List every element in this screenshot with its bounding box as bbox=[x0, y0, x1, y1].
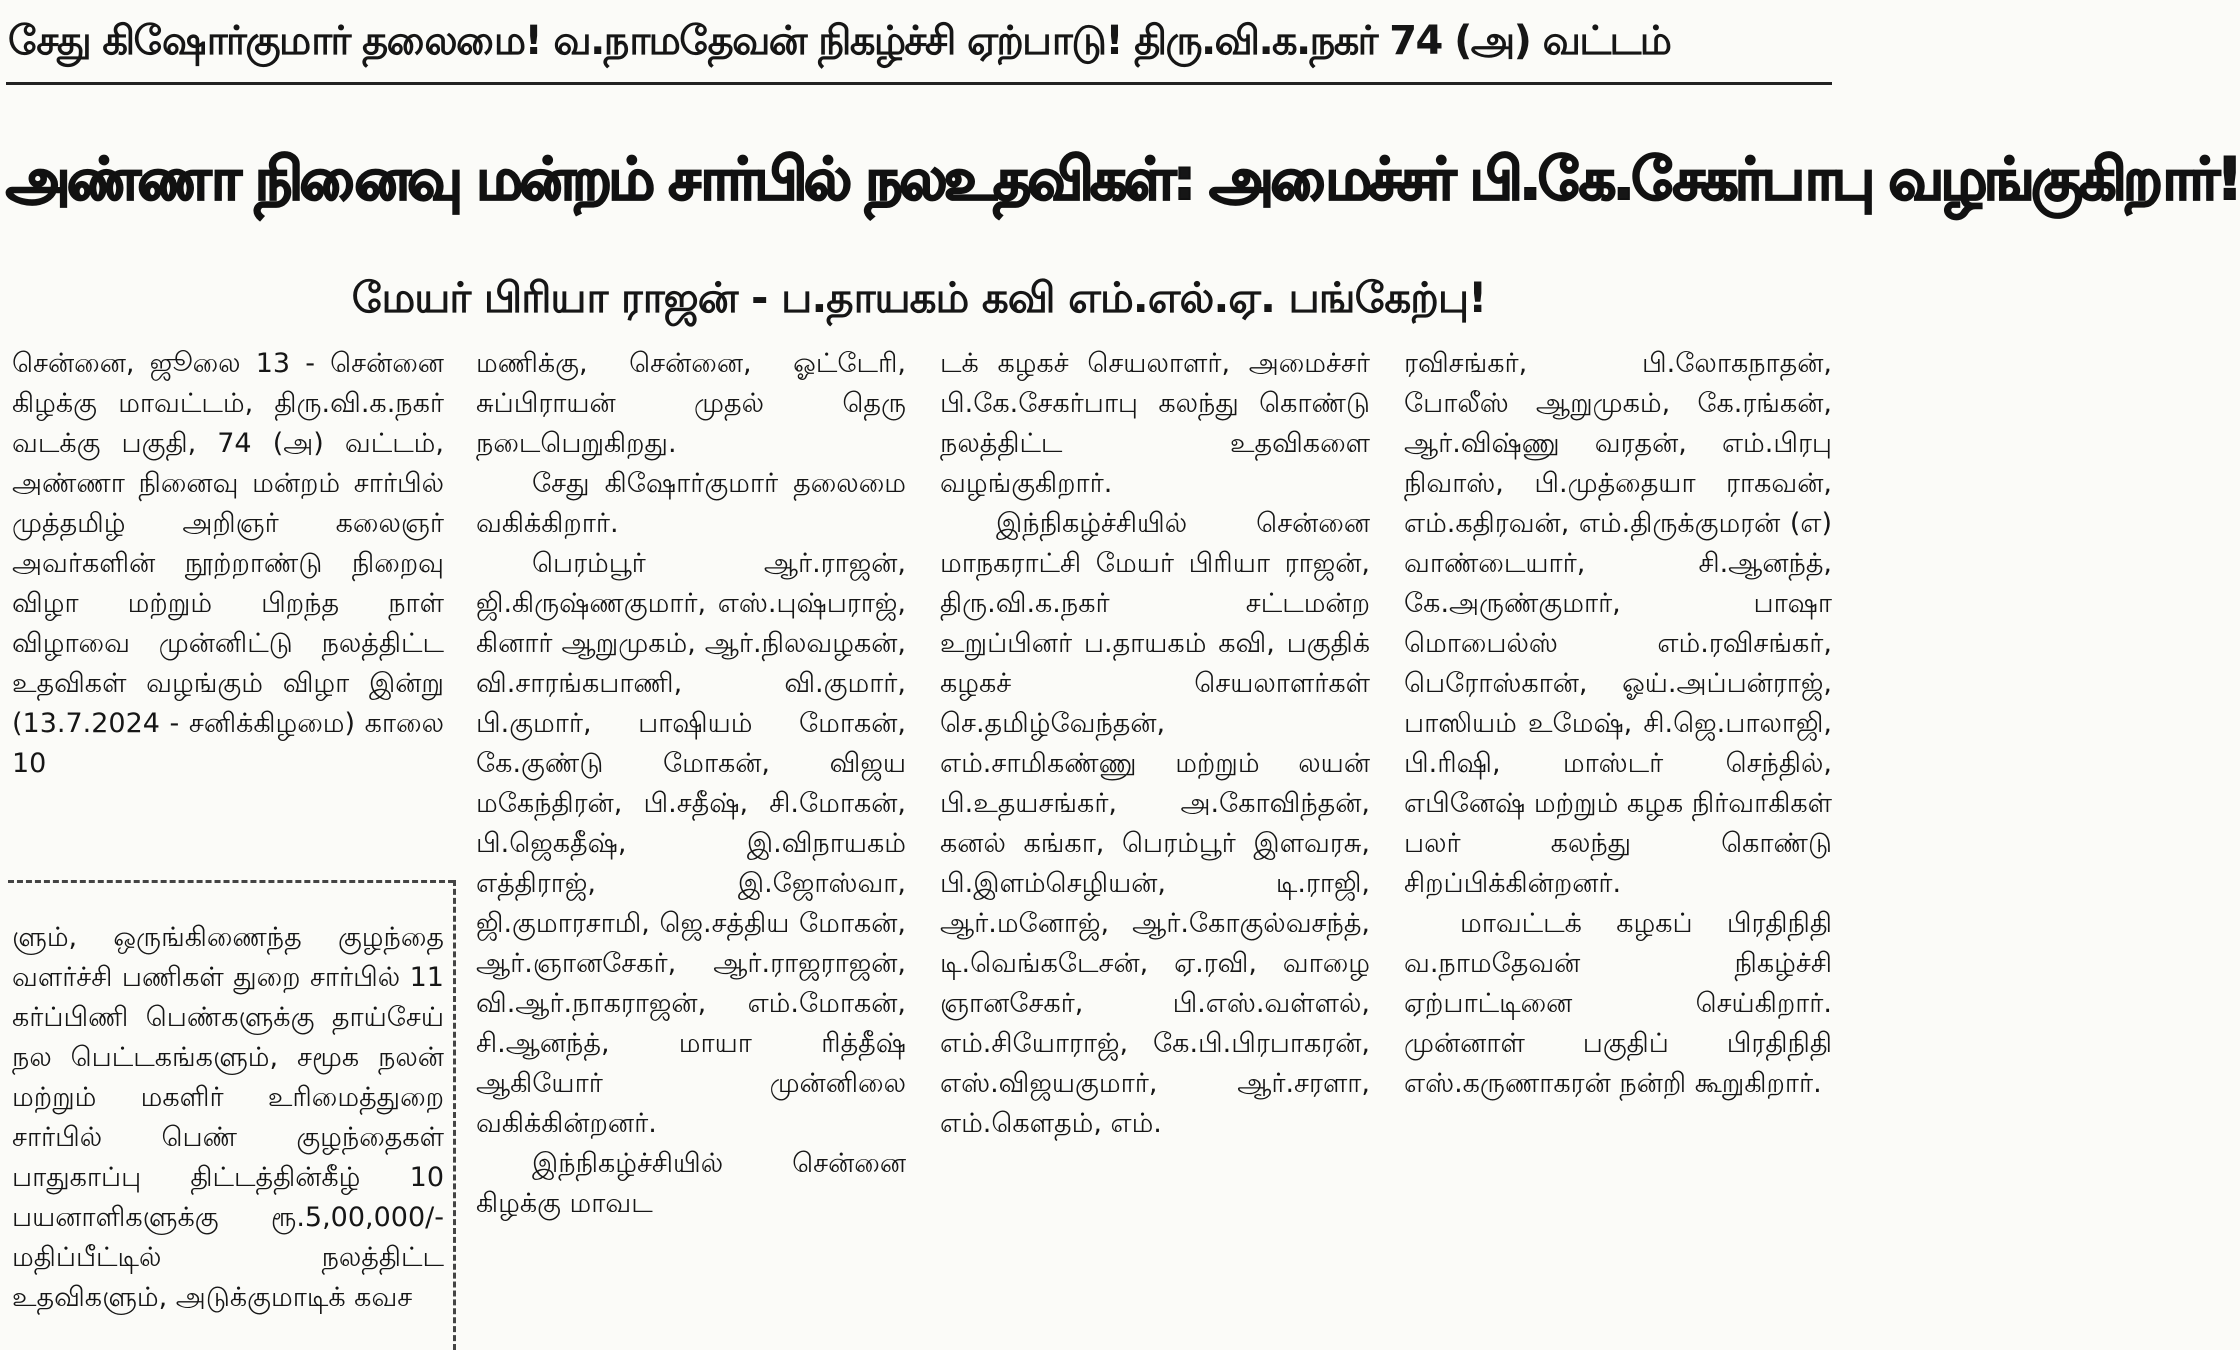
boxed-section-top-border bbox=[8, 880, 454, 883]
column-4 bbox=[1404, 344, 1832, 1350]
kicker-line: சேது கிஷோர்குமார் தலைமை! வ.நாமதேவன் நிகழ்ச்சி ஏற்பாடு! திரு.வி.க.நகர் 74 (அ) வட்டம் bbox=[8, 18, 1671, 64]
boxed-section-right-border bbox=[453, 880, 456, 1350]
paragraph: மாவட்டக் கழகப் பிரதிநிதி வ.நாமதேவன் நிகழ்ச்சி ஏற்பாட்டினை செய்கிறார். முன்னாள் பகுதிப் பிரதிநிதி எஸ்.கருணாகரன் நன்றி கூறுகிறார். bbox=[1404, 908, 1832, 1099]
headline: அண்ணா நினைவு மன்றம் சார்பில் நலஉதவிகள்: அமைச்சர் பி.கே.சேகர்பாபு வழங்குகிறார்! bbox=[6, 145, 2240, 213]
paragraph: இந்நிகழ்ச்சியில் சென்னை மாநகராட்சி மேயர் பிரியா ராஜன், திரு.வி.க.நகர் சட்டமன்ற உறுப்பினர் ப.தாயகம் கவி, பகுதிக் கழகச் செயலாளர்கள் செ.தமிழ்வேந்தன், எம்.சாமிகண்ணு மற்றும் லயன் பி.உதயசங்கர், அ.கோவிந்தன், கனல் கங்கா, பெரம்பூர் இளவரசு, பி.இளம்செழியன், டி.ராஜி, ஆர்.மனோஜ், ஆர்.கோகுல்வசந்த், டி.வெங்கடேசன், ஏ.ரவி, வாழை ஞானசேகர், பி.எஸ்.வள்ளல், எம்.சியோராஜ், கே.பி.பிரபாகரன், எஸ்.விஜயகுமார், ஆர்.சரளா, எம்.கௌதம், எம். bbox=[940, 508, 1370, 1139]
paragraph: ரவிசங்கர், பி.லோகநாதன், போலீஸ் ஆறுமுகம், கே.ரங்கன், ஆர்.விஷ்ணு வரதன், எம்.பிரபு நிவாஸ், பி.முத்தையா ராகவன், எம்.கதிரவன், எம்.திருக்குமரன் (எ) வாண்டையார், சி.ஆனந்த், கே.அருண்குமார், பாஷா மொபைல்ஸ் எம்.ரவிசங்கர், பெரோஸ்கான், ஓய்.அப்பன்ராஜ், பாஸியம் உமேஷ், சி.ஜெ.பாலாஜி, பி.ரிஷி, மாஸ்டர் செந்தில், எபினேஷ் மற்றும் கழக நிர்வாகிகள் பலர் கலந்து கொண்டு சிறப்பிக்கின்றனர். bbox=[1404, 348, 1832, 899]
paragraph: இந்நிகழ்ச்சியில் சென்னை கிழக்கு மாவட bbox=[476, 1148, 906, 1219]
paragraph: மணிக்கு, சென்னை, ஓட்டேரி, சுப்பிராயன் முதல் தெரு நடைபெறுகிறது. bbox=[476, 348, 906, 459]
paragraph: டக் கழகச் செயலாளர், அமைச்சர் பி.கே.சேகர்பாபு கலந்து கொண்டு நலத்திட்ட உதவிகளை வழங்குகிறார். bbox=[940, 348, 1370, 499]
paragraph: சேது கிஷோர்குமார் தலைமை வகிக்கிறார். bbox=[476, 468, 906, 539]
paragraph: ளும், ஒருங்கிணைந்த குழந்தை வளர்ச்சி பணிகள் துறை சார்பில் 11 கர்ப்பிணி பெண்களுக்கு தாய்சேய் நல பெட்டகங்களும், சமூக நலன் மற்றும் மகளிர் உரிமைத்துறை சார்பில் பெண் குழந்தைகள் பாதுகாப்பு திட்டத்தின்கீழ் 10 பயனாளிகளுக்கு ரூ.5,00,000/- மதிப்பீட்டில் நலத்திட்ட உதவிகளும், அடுக்குமாடிக் கவச bbox=[12, 922, 444, 1313]
column-3 bbox=[940, 344, 1370, 1350]
kicker-divider bbox=[6, 82, 1832, 85]
paragraph: சென்னை, ஜூலை 13 - சென்னை கிழக்கு மாவட்டம், திரு.வி.க.நகர் வடக்கு பகுதி, 74 (அ) வட்டம், அண்ணா நினைவு மன்றம் சார்பில் முத்தமிழ் அறிஞர் கலைஞர் அவர்களின் நூற்றாண்டு நிறைவு விழா மற்றும் பிறந்த நாள் விழாவை முன்னிட்டு நலத்திட்ட உதவிகள் வழங்கும் விழா இன்று (13.7.2024 - சனிக்கிழமை) காலை 10 bbox=[12, 348, 444, 779]
column-1-top bbox=[12, 344, 444, 864]
column-1-boxed-section bbox=[12, 918, 444, 1350]
column-2 bbox=[476, 344, 906, 1350]
subheadline: மேயர் பிரியா ராஜன் - ப.தாயகம் கவி எம்.எல்.ஏ. பங்கேற்பு! bbox=[351, 273, 1487, 322]
paragraph: பெரம்பூர் ஆர்.ராஜன், ஜி.கிருஷ்ணகுமார், எஸ்.புஷ்பராஜ், கினார் ஆறுமுகம், ஆர்.நிலவழகன், வி.சாரங்கபாணி, வி.குமார், பி.குமார், பாஷியம் மோகன், கே.குண்டு மோகன், விஜய மகேந்திரன், பி.சதீஷ், சி.மோகன், பி.ஜெகதீஷ், இ.விநாயகம் எத்திராஜ், இ.ஜோஸ்வா, ஜி.குமாரசாமி, ஜெ.சத்திய மோகன், ஆர்.ஞானசேகர், ஆர்.ராஜராஜன், வி.ஆர்.நாகராஜன், எம்.மோகன், சி.ஆனந்த், மாயா ரித்தீஷ் ஆகியோர் முன்னிலை வகிக்கின்றனர். bbox=[476, 548, 906, 1139]
